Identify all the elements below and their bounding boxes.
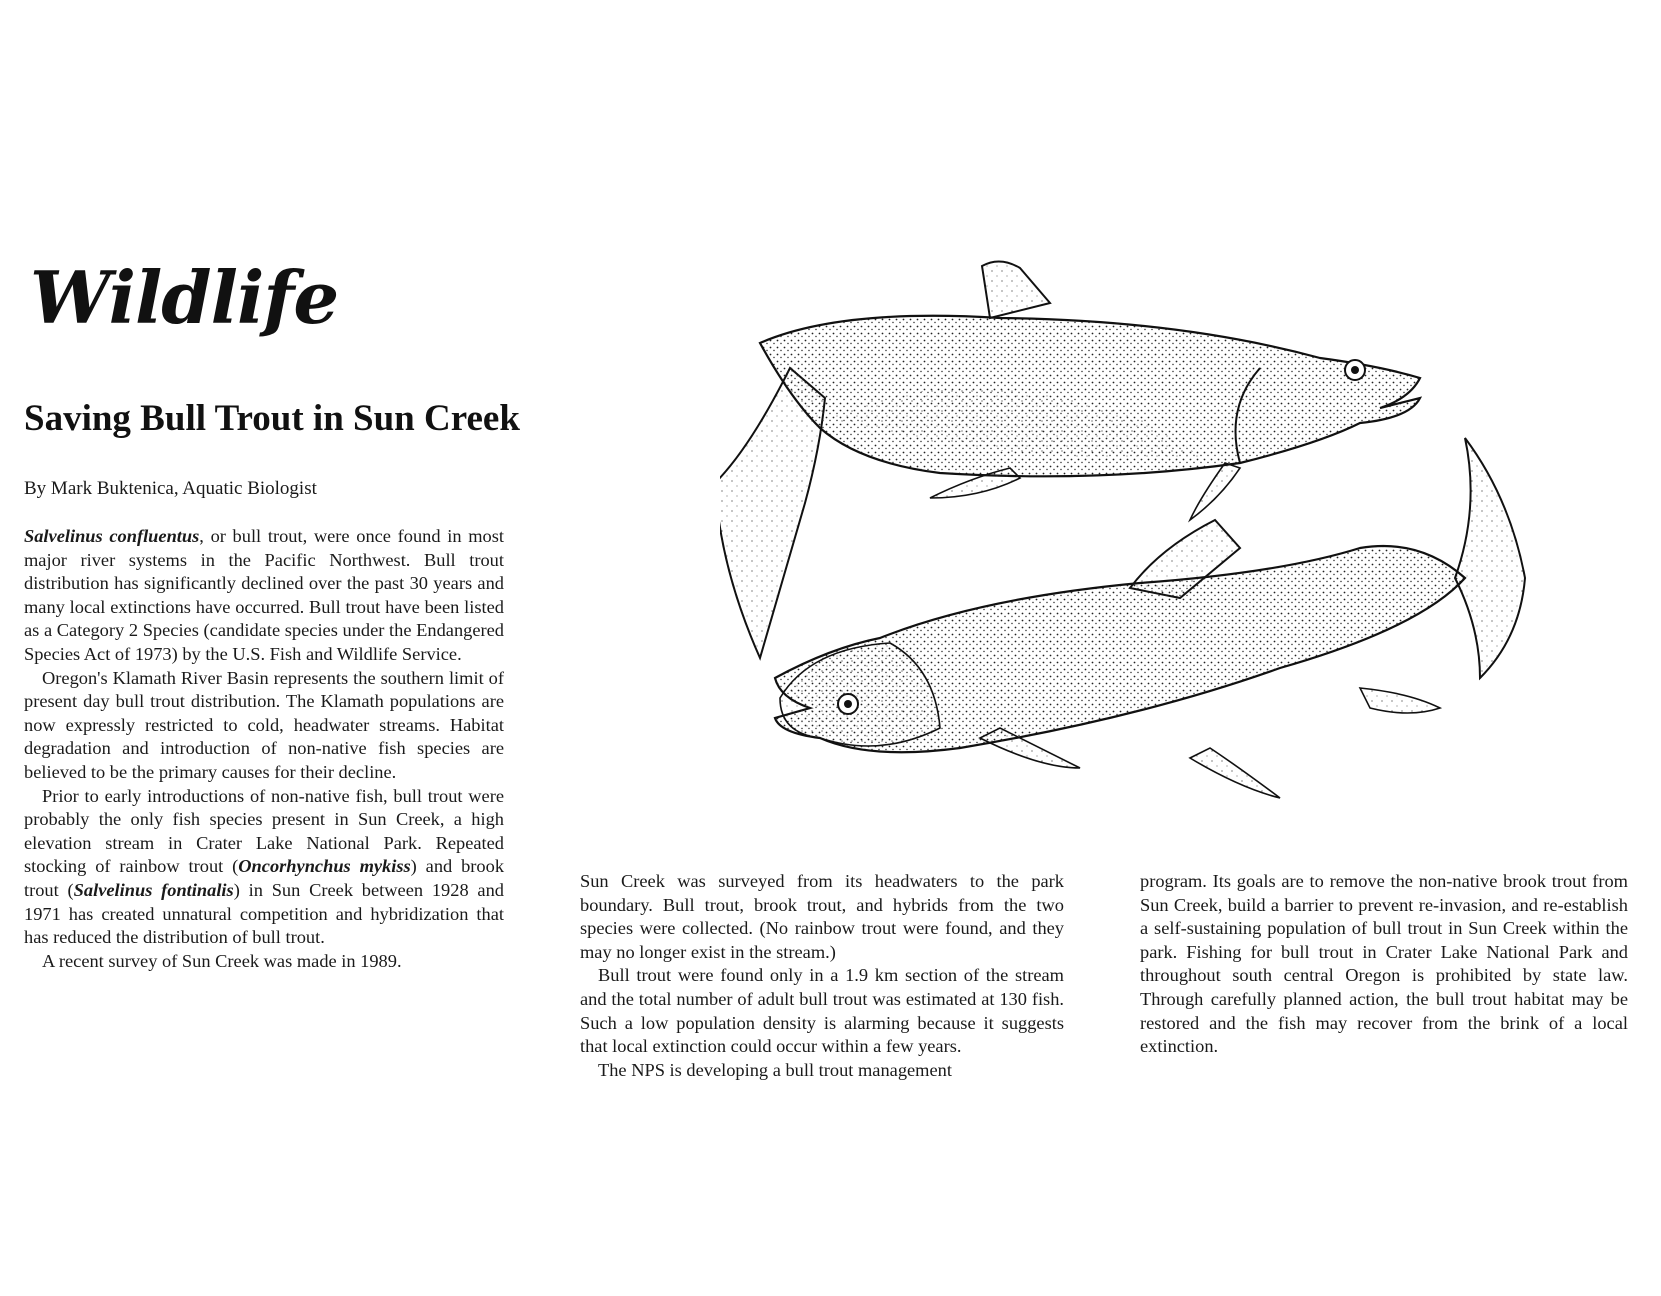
- section-title: Wildlife: [30, 255, 339, 340]
- species-name-rainbow-trout: Oncorhynchus mykiss: [238, 856, 411, 877]
- lower-trout: [775, 438, 1525, 798]
- column-1: [24, 525, 504, 973]
- bull-trout-illustration: [720, 248, 1620, 860]
- col3-paragraph-1: program. Its goals are to remove the non-native brook trout from Sun Creek, build a barrier to prevent re-invasion, and re-establish a self-sustaining population of bull trout in Sun Creek within the park. Fishing for bull trout in Crater Lake National Park and throughout south central Oregon is prohibited by state law. Through carefully planned action, the bull trout habitat may be restored and the fish may recover from the brink of a local extinction.: [1140, 871, 1628, 1057]
- col2-paragraph-2: Bull trout were found only in a 1.9 km section of the stream and the total number of adult bull trout was estimated at 130 fish. Such a low population density is alarming because it suggests that local extinction could occur within a few years.: [580, 965, 1064, 1057]
- article-headline: Saving Bull Trout in Sun Creek: [24, 398, 520, 439]
- column-3: [1140, 870, 1628, 1059]
- lower-trout-tail: [1455, 438, 1525, 678]
- upper-trout-dorsal-fin: [982, 261, 1050, 318]
- column-2: [580, 870, 1064, 1082]
- byline: By Mark Buktenica, Aquatic Biologist: [24, 478, 317, 499]
- col1-paragraph-3: Prior to early introductions of non-native fish, bull trout were probably the only fish species present in Sun Creek, a high elevation stream in Crater Lake National Park. Repeated stocking of rainbow trout (Oncorhynchus mykiss) and brook trout (Salvelinus fontinalis) in Sun Creek between 1928 and 1971 has created unnatural competition and hybridization that has reduced the distribution of bull trout.: [24, 785, 505, 948]
- col1-paragraph-1: Salvelinus confluentus, or bull trout, were once found in most major river systems in the Pacific Northwest. Bull trout distribution has significantly declined over the past 30 years and many local extinctions have occurred. Bull trout have been listed as a Category 2 Species (candidate species under the Endangered Species Act of 1973) by the U.S. Fish and Wildlife Service.: [24, 526, 504, 664]
- lower-trout-adipose-fin: [1360, 688, 1440, 713]
- col2-paragraph-3: The NPS is developing a bull trout management: [598, 1059, 952, 1080]
- lower-trout-pelvic-fin: [1190, 748, 1280, 798]
- species-name-brook-trout: Salvelinus fontinalis: [73, 879, 234, 900]
- upper-trout-pectoral-fin: [1190, 463, 1240, 520]
- col2-paragraph-1: Sun Creek was surveyed from its headwaters to the park boundary. Bull trout, brook trout, and hybrids from the two species were collected. (No rainbow trout were found, and they may no longer exist in the stream.): [580, 871, 1064, 962]
- col1-paragraph-2: Oregon's Klamath River Basin represents the southern limit of present day bull trout distribution. The Klamath populations are now expressly restricted to cold, headwater streams. Habitat degradation and introduction of non-native fish species are believed to be the primary causes for their decline.: [24, 667, 504, 782]
- species-name-bull-trout: Salvelinus confluentus: [24, 526, 200, 546]
- col1-paragraph-4: A recent survey of Sun Creek was made in 1989.: [42, 950, 402, 971]
